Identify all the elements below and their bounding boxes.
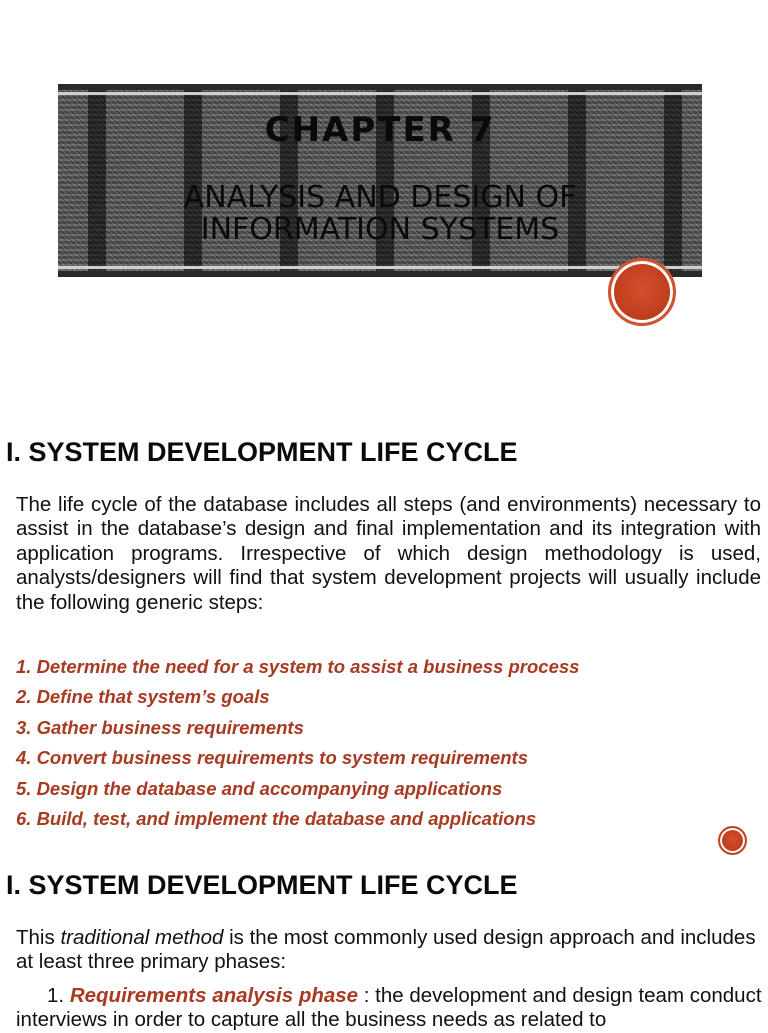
phase-term: Requirements analysis phase <box>69 984 359 1007</box>
decorative-circle-icon <box>608 258 676 326</box>
decorative-circle-icon <box>718 826 747 855</box>
intro-paragraph: The life cycle of the database includes all steps (and environments) necessary to assist in the database’s design and final implementation and its integration with application programs. Irrespective of which design methodology is used, analysts/designers will find that system development projects will usually include the following generic steps: <box>16 493 761 614</box>
method-emphasis: traditional method <box>60 926 224 949</box>
method-text-start: This <box>16 926 61 949</box>
method-paragraph <box>16 926 756 975</box>
list-item: 2. Define that system’s goals <box>16 686 270 708</box>
list-item: 3. Gather business requirements <box>16 716 304 738</box>
section-heading: I. SYSTEM DEVELOPMENT LIFE CYCLE <box>6 870 518 900</box>
subtitle-line-2: INFORMATION SYSTEMS <box>200 212 560 247</box>
phase-number: 1. <box>47 984 65 1007</box>
list-item: 6. Build, test, and implement the database and applications <box>16 807 537 829</box>
subtitle-line-1: ANALYSIS AND DESIGN OF <box>183 180 577 215</box>
title-banner <box>58 84 702 277</box>
section-heading: I. SYSTEM DEVELOPMENT LIFE CYCLE <box>6 437 518 467</box>
list-item: 1. Determine the need for a system to assist a business process <box>16 656 580 677</box>
phase-description: : the development and design team conduct interviews in order to capture all the business needs as related to <box>16 984 762 1032</box>
list-item: 5. Design the database and accompanying applications <box>16 777 503 799</box>
phase-item <box>16 984 768 1033</box>
steps-list <box>16 656 579 838</box>
chapter-subtitle <box>58 182 702 246</box>
list-item: 4. Convert business requirements to system requirements <box>16 747 529 769</box>
method-text-end: is the most commonly used design approach and includes at least three primary phases: <box>16 926 756 974</box>
chapter-title: CHAPTER 7 <box>264 110 496 150</box>
